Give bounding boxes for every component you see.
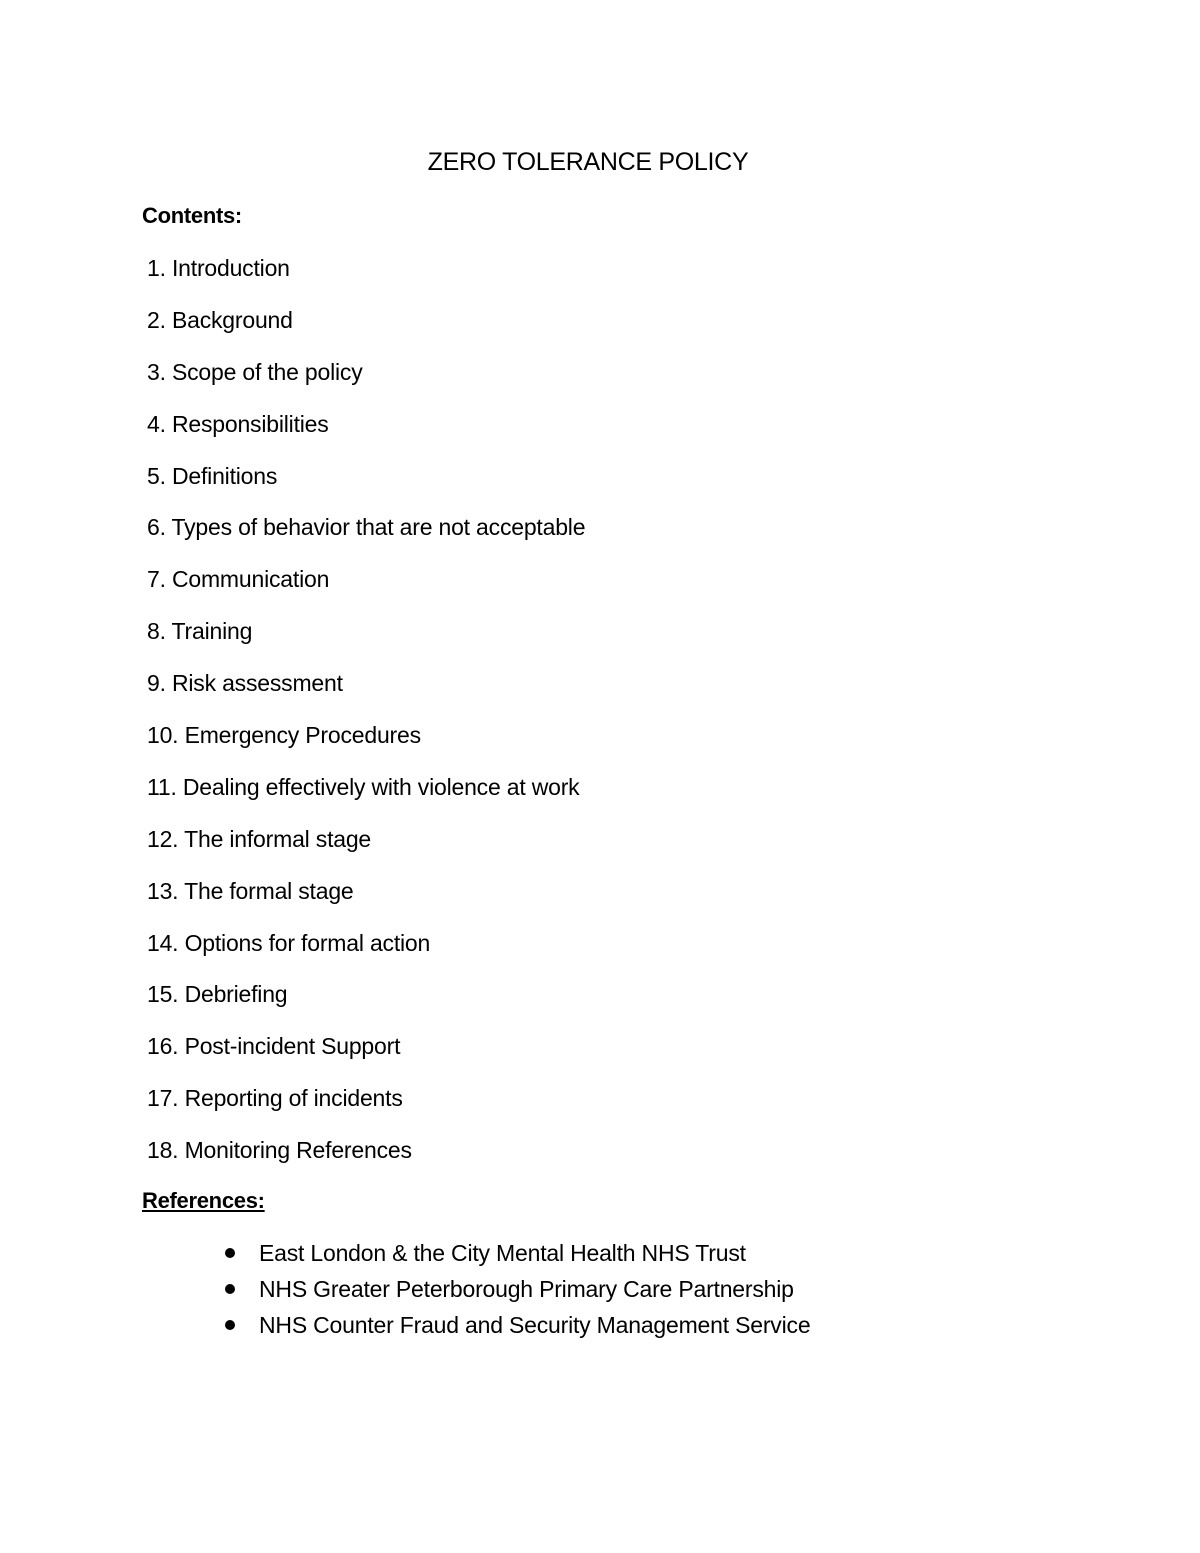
contents-heading: Contents: [142, 203, 242, 228]
contents-item: 12. The informal stage [147, 825, 372, 852]
contents-item: 14. Options for formal action [147, 929, 431, 956]
contents-list [147, 253, 585, 1187]
contents-item: 8. Training [147, 618, 253, 645]
contents-item: 6. Types of behavior that are not acceptable [147, 514, 586, 541]
contents-item: 7. Communication [147, 566, 330, 593]
bullet-icon [225, 1248, 235, 1258]
reference-text: NHS Counter Fraud and Security Management Service [259, 1312, 811, 1338]
contents-item: 10. Emergency Procedures [147, 722, 421, 749]
references-heading: References: [142, 1188, 265, 1213]
contents-item: 18. Monitoring References [147, 1137, 412, 1164]
contents-item: 9. Risk assessment [147, 670, 343, 697]
reference-text: NHS Greater Peterborough Primary Care Partnership [259, 1276, 794, 1302]
contents-item: 11. Dealing effectively with violence at work [147, 773, 580, 800]
contents-item: 16. Post-incident Support [147, 1033, 401, 1060]
contents-item: 1. Introduction [147, 255, 290, 281]
contents-item: 2. Background [147, 306, 293, 333]
contents-item: 3. Scope of the policy [147, 358, 363, 385]
contents-item: 4. Responsibilities [147, 410, 329, 437]
reference-text: East London & the City Mental Health NHS Trust [259, 1240, 746, 1266]
contents-item: 13. The formal stage [147, 877, 354, 904]
contents-item: 5. Definitions [147, 462, 278, 489]
contents-item: 17. Reporting of incidents [147, 1085, 403, 1112]
contents-item: 15. Debriefing [147, 981, 288, 1008]
document-title: ZERO TOLERANCE POLICY [427, 148, 749, 176]
bullet-icon [225, 1320, 235, 1330]
bullet-icon [225, 1284, 235, 1294]
